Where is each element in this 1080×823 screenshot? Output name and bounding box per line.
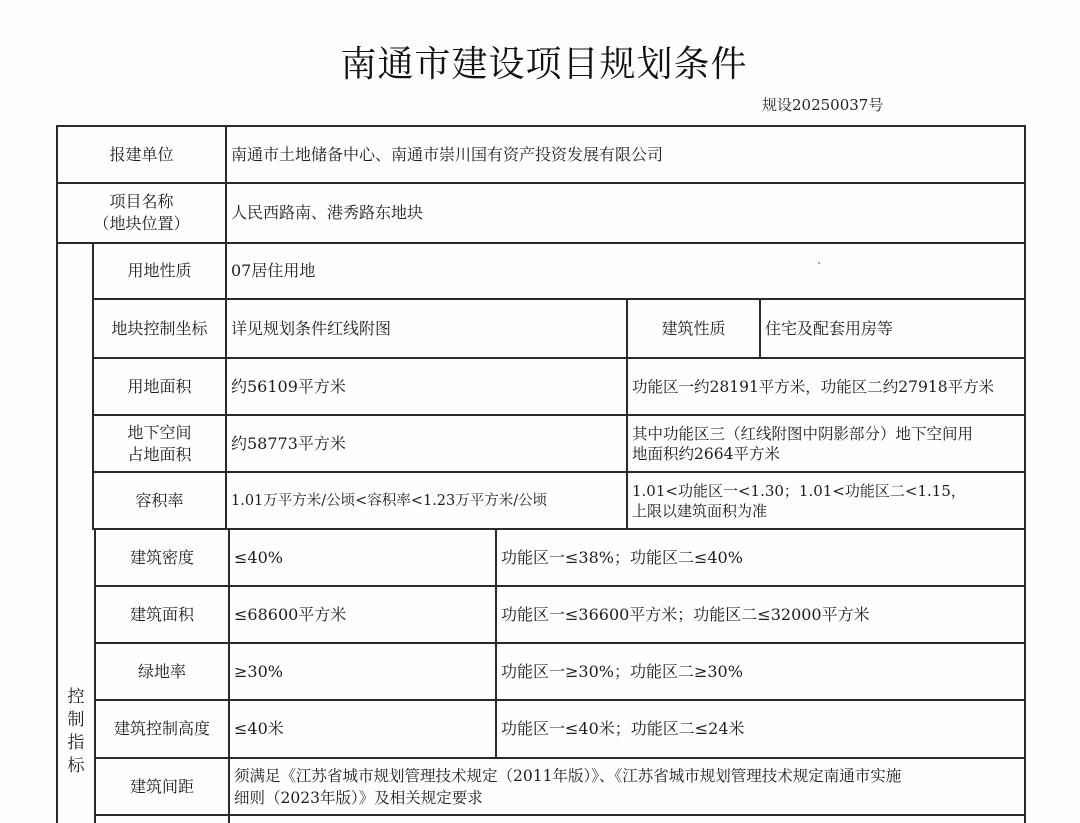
building-nature-label: 建筑性质 (661, 318, 726, 338)
side-char: 指 (67, 733, 85, 753)
floor-area-value: ≤68600平方米 (234, 604, 347, 624)
coordinates-label: 地块控制坐标 (111, 318, 208, 338)
applicant-value: 南通市土地储备中心、南通市崇川国有资产投资发展有限公司 (231, 144, 664, 164)
underground-label-line2: 占地面积 (127, 444, 192, 464)
land-use-value: 07居住用地 (231, 261, 316, 280)
spacing-label: 建筑间距 (129, 776, 194, 796)
project-value: 人民西路南、港秀路东地块 (231, 203, 424, 222)
land-area-note: 功能区一约28191平方米，功能区二约27918平方米 (632, 377, 995, 396)
green-value: ≥30% (234, 661, 283, 681)
underground-note-line2: 地面积约2664平方米 (632, 444, 780, 463)
far-label: 容积率 (135, 490, 184, 510)
height-label: 建筑控制高度 (113, 719, 210, 738)
green-note: 功能区一≥30%；功能区二≥30% (501, 661, 743, 681)
side-char: 标 (67, 756, 85, 776)
height-note: 功能区一≤40米；功能区二≤24米 (501, 719, 745, 738)
density-value: ≤40% (234, 547, 283, 567)
land-area-value: 约56109平方米 (231, 376, 346, 396)
building-nature-value: 住宅及配套用房等 (765, 318, 894, 338)
underground-note (628, 416, 1024, 471)
spacing-value (230, 759, 1024, 814)
underground-value: 约58773平方米 (231, 433, 346, 453)
density-note: 功能区一≤38%；功能区二≤40% (501, 547, 743, 567)
far-value: 1.01万平方米/公顷<容积率<1.23万平方米/公顷 (231, 492, 548, 509)
land-area-label: 用地面积 (127, 376, 192, 396)
far-note (628, 473, 1024, 528)
underground-note-line1: 其中功能区三（红线附图中阴影部分）地下空间用 (632, 424, 974, 443)
project-label-line1: 项目名称 (109, 192, 174, 211)
spacing-value-line2: 细则（2023年版）》及相关规定要求 (234, 788, 483, 807)
document-number: 规设20250037号 (762, 96, 884, 114)
green-label: 绿地率 (137, 661, 186, 681)
project-label (58, 184, 225, 242)
scan-speck (818, 262, 820, 264)
document-title: 南通市建设项目规划条件 (340, 44, 748, 85)
side-char: 控 (67, 687, 85, 707)
floor-area-note: 功能区一≤36600平方米；功能区二≤32000平方米 (501, 604, 870, 624)
underground-label (94, 416, 225, 471)
density-label: 建筑密度 (129, 547, 194, 567)
coordinates-value: 详见规划条件红线附图 (231, 318, 392, 338)
table-border-right (1024, 125, 1026, 823)
land-use-label: 用地性质 (127, 261, 192, 280)
spacing-value-line1: 须满足《江苏省城市规划管理技术规定（2011年版）》、《江苏省城市规划管理技术规定南通市实施 (234, 766, 902, 785)
control-indicators-side-label (60, 686, 92, 778)
project-label-line2: （地块位置） (93, 214, 190, 233)
underground-label-line1: 地下空间 (127, 422, 192, 442)
side-char: 制 (67, 710, 85, 730)
row-divider (94, 814, 1026, 816)
far-note-line1: 1.01<功能区一<1.30；1.01<功能区二<1.15， (632, 481, 966, 500)
applicant-label: 报建单位 (109, 144, 174, 164)
far-note-line2: 上限以建筑面积为准 (632, 501, 768, 520)
height-value: ≤40米 (234, 719, 284, 738)
floor-area-label: 建筑面积 (129, 604, 194, 624)
